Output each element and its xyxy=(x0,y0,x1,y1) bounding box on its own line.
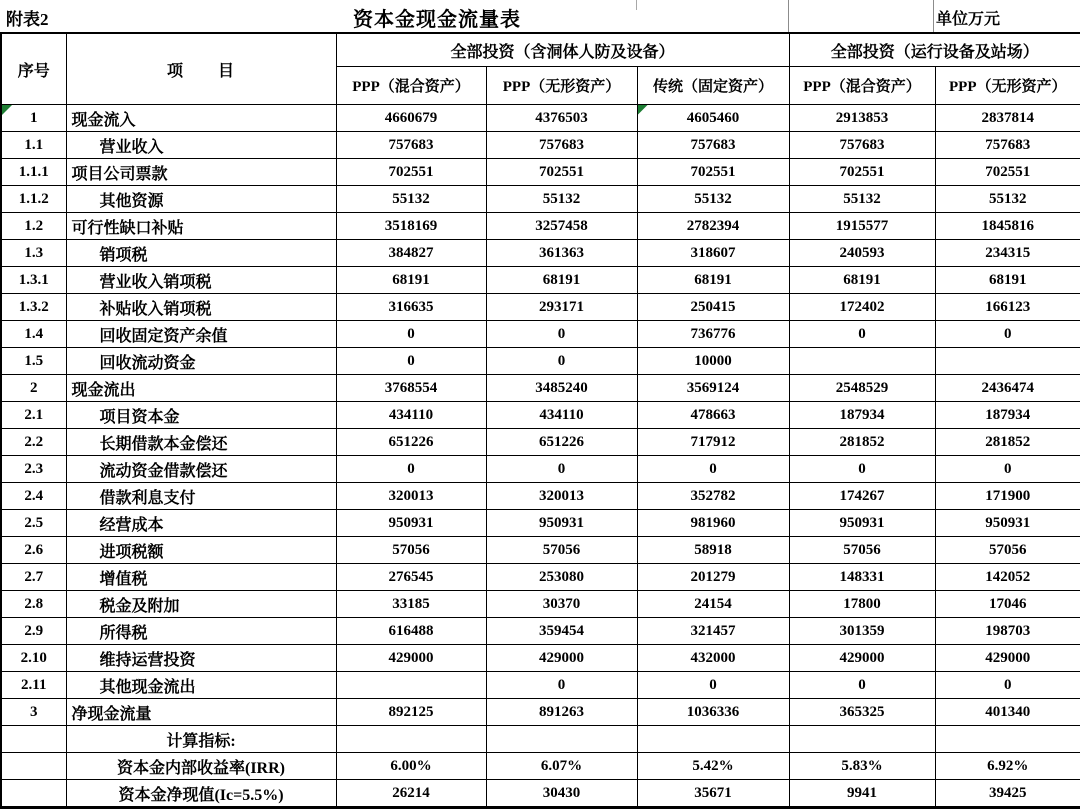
header-group-total-investment-cavern[interactable]: 全部投资（含洞体人防及设备） xyxy=(336,33,789,67)
table-row xyxy=(1,753,1080,780)
cell-item[interactable]: 回收流动资金 xyxy=(66,348,336,375)
header-item[interactable]: 项 目 xyxy=(66,33,336,105)
header-col-ppp-mixed-1[interactable]: PPP（混合资产） xyxy=(336,67,486,105)
cell-value[interactable]: 57056 xyxy=(486,537,637,564)
cell-value[interactable]: 55132 xyxy=(637,186,789,213)
cell-value[interactable] xyxy=(935,348,1080,375)
cell-seq[interactable]: 1.1.1 xyxy=(1,159,66,186)
cell-value[interactable]: 68191 xyxy=(336,267,486,294)
cell-value[interactable]: 55132 xyxy=(336,186,486,213)
cell-value[interactable]: 142052 xyxy=(935,564,1080,591)
cell-value[interactable]: 717912 xyxy=(637,429,789,456)
table-row xyxy=(1,780,1080,808)
cell-value[interactable]: 757683 xyxy=(789,132,935,159)
cell-value[interactable]: 6.92% xyxy=(935,753,1080,780)
cell-item[interactable]: 项目资本金 xyxy=(66,402,336,429)
cell-value[interactable]: 234315 xyxy=(935,240,1080,267)
cell-value[interactable]: 172402 xyxy=(789,294,935,321)
cell-value[interactable]: 5.42% xyxy=(637,753,789,780)
cell-value[interactable]: 174267 xyxy=(789,483,935,510)
cell-value[interactable]: 58918 xyxy=(637,537,789,564)
cell-value[interactable]: 950931 xyxy=(486,510,637,537)
table-row xyxy=(1,483,1080,510)
cell-value[interactable]: 201279 xyxy=(637,564,789,591)
cell-seq[interactable]: 2.4 xyxy=(1,483,66,510)
cell-value[interactable]: 187934 xyxy=(789,402,935,429)
cell-item[interactable]: 维持运营投资 xyxy=(66,645,336,672)
cell-value[interactable]: 950931 xyxy=(789,510,935,537)
green-corner-triangle-icon xyxy=(2,105,12,115)
title-bar xyxy=(0,0,1080,32)
cell-item[interactable]: 增值税 xyxy=(66,564,336,591)
cell-item[interactable]: 补贴收入销项税 xyxy=(66,294,336,321)
cell-value[interactable]: 321457 xyxy=(637,618,789,645)
table-row xyxy=(1,510,1080,537)
cell-value[interactable]: 478663 xyxy=(637,402,789,429)
cell-value[interactable]: 950931 xyxy=(336,510,486,537)
cell-value[interactable]: 4660679 xyxy=(336,105,486,132)
cell-item[interactable]: 现金流入 xyxy=(66,105,336,132)
cell-value[interactable]: 39425 xyxy=(935,780,1080,808)
cell-value[interactable]: 68191 xyxy=(789,267,935,294)
cell-value[interactable]: 2782394 xyxy=(637,213,789,240)
cell-seq[interactable]: 2.11 xyxy=(1,672,66,699)
cell-value[interactable]: 55132 xyxy=(486,186,637,213)
cell-value[interactable]: 240593 xyxy=(789,240,935,267)
cell-item[interactable]: 可行性缺口补贴 xyxy=(66,213,336,240)
cell-value[interactable]: 171900 xyxy=(935,483,1080,510)
cell-value[interactable]: 68191 xyxy=(486,267,637,294)
cell-value[interactable]: 166123 xyxy=(935,294,1080,321)
cell-seq[interactable]: 1.3 xyxy=(1,240,66,267)
cell-value[interactable]: 57056 xyxy=(336,537,486,564)
cell-value[interactable]: 0 xyxy=(935,672,1080,699)
table-row xyxy=(1,699,1080,726)
cell-value[interactable]: 68191 xyxy=(637,267,789,294)
cell-value[interactable]: 0 xyxy=(637,672,789,699)
cash-flow-table xyxy=(0,32,1080,809)
cell-seq[interactable]: 2.10 xyxy=(1,645,66,672)
cell-seq[interactable]: 2.2 xyxy=(1,429,66,456)
cell-seq[interactable] xyxy=(1,780,66,808)
cell-value[interactable]: 0 xyxy=(789,672,935,699)
cell-value[interactable]: 2837814 xyxy=(935,105,1080,132)
cell-value[interactable]: 3485240 xyxy=(486,375,637,402)
header-seq[interactable]: 序号 xyxy=(1,33,66,105)
cell-value[interactable]: 55132 xyxy=(935,186,1080,213)
cell-value[interactable]: 361363 xyxy=(486,240,637,267)
cell-item[interactable]: 销项税 xyxy=(66,240,336,267)
cell-value[interactable]: 276545 xyxy=(336,564,486,591)
table-row xyxy=(1,159,1080,186)
cell-value[interactable] xyxy=(789,348,935,375)
cell-value[interactable]: 651226 xyxy=(336,429,486,456)
table-row xyxy=(1,402,1080,429)
table-row xyxy=(1,429,1080,456)
table-row xyxy=(1,618,1080,645)
green-corner-triangle-icon xyxy=(638,105,648,115)
cell-item[interactable]: 营业收入销项税 xyxy=(66,267,336,294)
cell-value[interactable]: 429000 xyxy=(486,645,637,672)
cell-value[interactable]: 757683 xyxy=(935,132,1080,159)
cell-seq[interactable]: 2.3 xyxy=(1,456,66,483)
cell-value[interactable]: 702551 xyxy=(637,159,789,186)
table-row xyxy=(1,537,1080,564)
unit-label[interactable]: 单位万元 xyxy=(936,11,1001,28)
cell-value[interactable]: 3569124 xyxy=(637,375,789,402)
cell-value[interactable]: 320013 xyxy=(336,483,486,510)
cell-value[interactable]: 359454 xyxy=(486,618,637,645)
table-row xyxy=(1,105,1080,132)
cell-value[interactable]: 891263 xyxy=(486,699,637,726)
cell-seq[interactable] xyxy=(1,726,66,753)
cell-item[interactable]: 经营成本 xyxy=(66,510,336,537)
cell-seq[interactable]: 2.6 xyxy=(1,537,66,564)
cell-value[interactable]: 68191 xyxy=(935,267,1080,294)
cell-value[interactable]: 384827 xyxy=(336,240,486,267)
cell-seq[interactable]: 1 xyxy=(1,105,66,132)
cell-seq[interactable]: 2.8 xyxy=(1,591,66,618)
cell-value[interactable]: 250415 xyxy=(637,294,789,321)
cell-seq[interactable]: 2.9 xyxy=(1,618,66,645)
cell-value[interactable]: 293171 xyxy=(486,294,637,321)
cell-value[interactable]: 434110 xyxy=(486,402,637,429)
cell-seq[interactable]: 1.3.1 xyxy=(1,267,66,294)
cell-value[interactable]: 30430 xyxy=(486,780,637,808)
cell-value[interactable] xyxy=(935,726,1080,753)
cell-value[interactable]: 148331 xyxy=(789,564,935,591)
cell-value[interactable]: 5.83% xyxy=(789,753,935,780)
cell-seq[interactable] xyxy=(1,753,66,780)
cell-value[interactable]: 0 xyxy=(336,456,486,483)
cell-value[interactable]: 253080 xyxy=(486,564,637,591)
cell-item[interactable]: 长期借款本金偿还 xyxy=(66,429,336,456)
gridline-stub xyxy=(788,0,789,32)
cell-value[interactable]: 3518169 xyxy=(336,213,486,240)
cell-value[interactable]: 757683 xyxy=(336,132,486,159)
cell-value[interactable]: 281852 xyxy=(935,429,1080,456)
cell-value[interactable]: 1915577 xyxy=(789,213,935,240)
table-row xyxy=(1,375,1080,402)
cell-value[interactable]: 0 xyxy=(336,321,486,348)
header-col-traditional-fixed[interactable]: 传统（固定资产） xyxy=(637,67,789,105)
header-col-ppp-intangible-2[interactable]: PPP（无形资产） xyxy=(935,67,1080,105)
cell-seq[interactable]: 1.4 xyxy=(1,321,66,348)
cell-item[interactable]: 计算指标: xyxy=(66,726,336,753)
cell-value[interactable]: 318607 xyxy=(637,240,789,267)
cell-value[interactable]: 702551 xyxy=(336,159,486,186)
cell-value[interactable]: 17800 xyxy=(789,591,935,618)
cell-value[interactable]: 6.00% xyxy=(336,753,486,780)
cell-value[interactable]: 57056 xyxy=(789,537,935,564)
gridline-stub xyxy=(636,0,637,10)
cell-item[interactable]: 回收固定资产余值 xyxy=(66,321,336,348)
table-row xyxy=(1,132,1080,159)
cell-value[interactable]: 757683 xyxy=(637,132,789,159)
cell-value[interactable]: 35671 xyxy=(637,780,789,808)
cell-seq[interactable]: 1.5 xyxy=(1,348,66,375)
table-row xyxy=(1,591,1080,618)
cell-value[interactable]: 1845816 xyxy=(935,213,1080,240)
table-row xyxy=(1,645,1080,672)
cell-item[interactable]: 借款利息支付 xyxy=(66,483,336,510)
gridline-stub xyxy=(933,0,934,32)
header-col-ppp-mixed-2[interactable]: PPP（混合资产） xyxy=(789,67,935,105)
cell-value[interactable]: 0 xyxy=(637,456,789,483)
cell-value[interactable]: 10000 xyxy=(637,348,789,375)
cell-value[interactable]: 736776 xyxy=(637,321,789,348)
cell-item[interactable]: 资本金内部收益率(IRR) xyxy=(66,753,336,780)
cell-value[interactable]: 429000 xyxy=(336,645,486,672)
cell-seq[interactable]: 3 xyxy=(1,699,66,726)
cell-value[interactable]: 401340 xyxy=(935,699,1080,726)
cell-item[interactable]: 进项税额 xyxy=(66,537,336,564)
cell-value[interactable]: 2548529 xyxy=(789,375,935,402)
cell-value[interactable]: 702551 xyxy=(935,159,1080,186)
cell-value[interactable]: 0 xyxy=(486,321,637,348)
cell-value[interactable] xyxy=(637,726,789,753)
cell-item[interactable]: 其他现金流出 xyxy=(66,672,336,699)
cell-value[interactable]: 30370 xyxy=(486,591,637,618)
cell-value[interactable]: 429000 xyxy=(789,645,935,672)
table-row xyxy=(1,267,1080,294)
table-row xyxy=(1,186,1080,213)
cell-value[interactable]: 981960 xyxy=(637,510,789,537)
cell-seq[interactable]: 1.3.2 xyxy=(1,294,66,321)
cell-seq[interactable]: 2.1 xyxy=(1,402,66,429)
cell-value[interactable]: 26214 xyxy=(336,780,486,808)
table-body xyxy=(1,105,1080,808)
cell-value[interactable]: 0 xyxy=(789,456,935,483)
cell-item[interactable]: 项目公司票款 xyxy=(66,159,336,186)
cell-value[interactable]: 301359 xyxy=(789,618,935,645)
cell-value[interactable]: 950931 xyxy=(935,510,1080,537)
page-title[interactable]: 资本金现金流量表 xyxy=(353,9,521,31)
sheet-label[interactable]: 附表2 xyxy=(6,10,49,29)
cell-seq[interactable]: 2.7 xyxy=(1,564,66,591)
cell-item[interactable]: 所得税 xyxy=(66,618,336,645)
cell-seq[interactable]: 2.5 xyxy=(1,510,66,537)
cell-value[interactable] xyxy=(486,726,637,753)
table-row xyxy=(1,564,1080,591)
cell-value[interactable]: 429000 xyxy=(935,645,1080,672)
cell-value[interactable]: 4376503 xyxy=(486,105,637,132)
cell-value[interactable]: 352782 xyxy=(637,483,789,510)
cell-value[interactable]: 0 xyxy=(486,456,637,483)
cell-value[interactable]: 33185 xyxy=(336,591,486,618)
cell-item[interactable]: 资本金净现值(Ic=5.5%) xyxy=(66,780,336,808)
cell-value[interactable]: 0 xyxy=(935,321,1080,348)
cell-value[interactable]: 434110 xyxy=(336,402,486,429)
cell-value[interactable]: 3257458 xyxy=(486,213,637,240)
table-row xyxy=(1,294,1080,321)
header-col-ppp-intangible-1[interactable]: PPP（无形资产） xyxy=(486,67,637,105)
cell-value[interactable]: 9941 xyxy=(789,780,935,808)
cell-value[interactable]: 24154 xyxy=(637,591,789,618)
cell-value[interactable]: 17046 xyxy=(935,591,1080,618)
cell-value[interactable]: 0 xyxy=(486,672,637,699)
table-row xyxy=(1,672,1080,699)
cell-value[interactable]: 3768554 xyxy=(336,375,486,402)
cell-value[interactable]: 616488 xyxy=(336,618,486,645)
cell-value[interactable]: 6.07% xyxy=(486,753,637,780)
cell-value[interactable]: 651226 xyxy=(486,429,637,456)
cell-seq[interactable]: 1.1.2 xyxy=(1,186,66,213)
cell-value[interactable]: 55132 xyxy=(789,186,935,213)
cell-value[interactable]: 0 xyxy=(935,456,1080,483)
cell-item[interactable]: 现金流出 xyxy=(66,375,336,402)
cell-value[interactable] xyxy=(336,726,486,753)
cell-value[interactable]: 57056 xyxy=(935,537,1080,564)
table-row xyxy=(1,726,1080,753)
cell-value[interactable]: 2913853 xyxy=(789,105,935,132)
cell-value[interactable]: 2436474 xyxy=(935,375,1080,402)
cell-value[interactable]: 316635 xyxy=(336,294,486,321)
cell-value[interactable]: 0 xyxy=(789,321,935,348)
table-row xyxy=(1,456,1080,483)
cell-value[interactable] xyxy=(336,672,486,699)
cell-value[interactable]: 432000 xyxy=(637,645,789,672)
cell-value[interactable]: 187934 xyxy=(935,402,1080,429)
header-group-row xyxy=(1,33,1080,67)
cell-seq[interactable]: 2 xyxy=(1,375,66,402)
cell-item[interactable]: 其他资源 xyxy=(66,186,336,213)
cell-value[interactable]: 892125 xyxy=(336,699,486,726)
header-group-total-investment-station[interactable]: 全部投资（运行设备及站场） xyxy=(789,33,1080,67)
cell-item[interactable]: 税金及附加 xyxy=(66,591,336,618)
cell-item[interactable]: 流动资金借款偿还 xyxy=(66,456,336,483)
cell-value[interactable]: 198703 xyxy=(935,618,1080,645)
table-row xyxy=(1,348,1080,375)
cell-seq[interactable]: 1.2 xyxy=(1,213,66,240)
cell-value[interactable]: 4605460 xyxy=(637,105,789,132)
table-row xyxy=(1,321,1080,348)
cell-item[interactable]: 净现金流量 xyxy=(66,699,336,726)
cell-value[interactable]: 320013 xyxy=(486,483,637,510)
cell-value[interactable] xyxy=(789,726,935,753)
cell-value[interactable]: 281852 xyxy=(789,429,935,456)
cell-value[interactable]: 0 xyxy=(336,348,486,375)
cell-value[interactable]: 0 xyxy=(486,348,637,375)
cell-value[interactable]: 1036336 xyxy=(637,699,789,726)
cell-value[interactable]: 365325 xyxy=(789,699,935,726)
table-row xyxy=(1,240,1080,267)
cell-item[interactable]: 营业收入 xyxy=(66,132,336,159)
cell-value[interactable]: 702551 xyxy=(486,159,637,186)
cell-value[interactable]: 757683 xyxy=(486,132,637,159)
table-row xyxy=(1,213,1080,240)
cell-value[interactable]: 702551 xyxy=(789,159,935,186)
cell-seq[interactable]: 1.1 xyxy=(1,132,66,159)
